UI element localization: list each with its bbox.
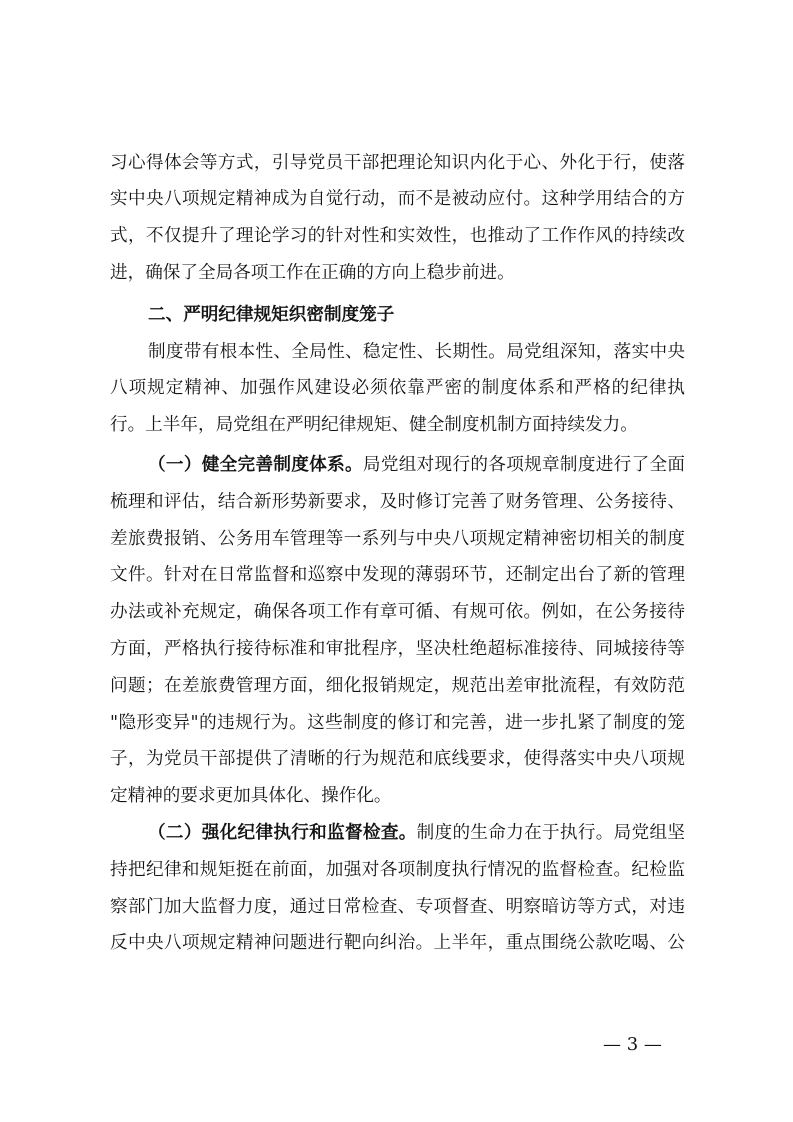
paragraph-subsection-two (110, 815, 685, 962)
paragraph-line: 八项规定精神、加强作风建设必须依靠严密的制度体系和严格的纪律执 (110, 378, 685, 399)
paragraph-line: 差旅费报销、公务用车管理等一系列与中央八项规定精神密切相关的制度 (110, 528, 685, 549)
paragraph-section-intro (110, 334, 685, 444)
paragraph-line: 定精神的要求更加具体化、操作化。 (110, 786, 392, 807)
subsection-text: 制度的生命力在于执行。局党组坚 (416, 822, 685, 843)
paragraph-subsection-one (110, 447, 685, 815)
paragraph-line (110, 815, 685, 852)
paragraph-line: 实中央八项规定精神成为自觉行动，而不是被动应付。这种学用结合的方 (110, 189, 685, 210)
paragraph-line: 反中央八项规定精神问题进行靶向纠治。上半年，重点围绕公款吃喝、公 (110, 933, 685, 954)
paragraph-line: 办法或补充规定，确保各项工作有章可循、有规可依。例如，在公务接待 (110, 602, 685, 623)
paragraph-line: 持把纪律和规矩挺在前面，加强对各项制度执行情况的监督检查。纪检监 (110, 859, 685, 880)
section-heading: 二、严明纪律规矩织密制度笼子 (148, 304, 395, 325)
subsection-heading: （一）健全完善制度体系。 (148, 453, 363, 475)
paragraph-line: "隐形变异"的违规行为。这些制度的修订和完善，进一步扎紧了制度的笼 (110, 712, 685, 733)
paragraph-line: 制度带有根本性、全局性、稳定性、长期性。局党组深知，落实中央 (148, 341, 685, 362)
paragraph-line: 行。上半年，局党组在严明纪律规矩、健全制度机制方面持续发力。 (110, 415, 638, 436)
subsection-heading: （二）强化纪律执行和监督检查。 (148, 821, 417, 843)
paragraph-line (110, 447, 685, 484)
paragraph-line: 察部门加大监督力度，通过日常检查、专项督查、明察暗访等方式，对违 (110, 896, 685, 917)
subsection-text: 局党组对现行的各项规章制度进行了全面 (362, 454, 685, 475)
paragraph-line: 进，确保了全局各项工作在正确的方向上稳步前进。 (110, 262, 515, 283)
paragraph-line: 文件。针对在日常监督和巡察中发现的薄弱环节，还制定出台了新的管理 (110, 565, 685, 586)
document-body (110, 145, 685, 963)
paragraph-line: 问题；在差旅费管理方面，细化报销规定，规范出差审批流程，有效防范 (110, 675, 685, 696)
paragraph-line: 习心得体会等方式，引导党员干部把理论知识内化于心、外化于行，使落 (110, 152, 685, 173)
paragraph-line: 式，不仅提升了理论学习的针对性和实效性，也推动了工作作风的持续改 (110, 226, 685, 247)
page-number: — 3 — (603, 1034, 662, 1055)
paragraph-line: 方面，严格执行接待标准和审批程序，坚决杜绝超标准接待、同城接待等 (110, 638, 685, 659)
paragraph-continued (110, 145, 685, 292)
paragraph-line: 梳理和评估，结合新形势新要求，及时修订完善了财务管理、公务接待、 (110, 491, 685, 512)
paragraph-line: 子，为党员干部提供了清晰的行为规范和底线要求，使得落实中央八项规 (110, 749, 685, 770)
